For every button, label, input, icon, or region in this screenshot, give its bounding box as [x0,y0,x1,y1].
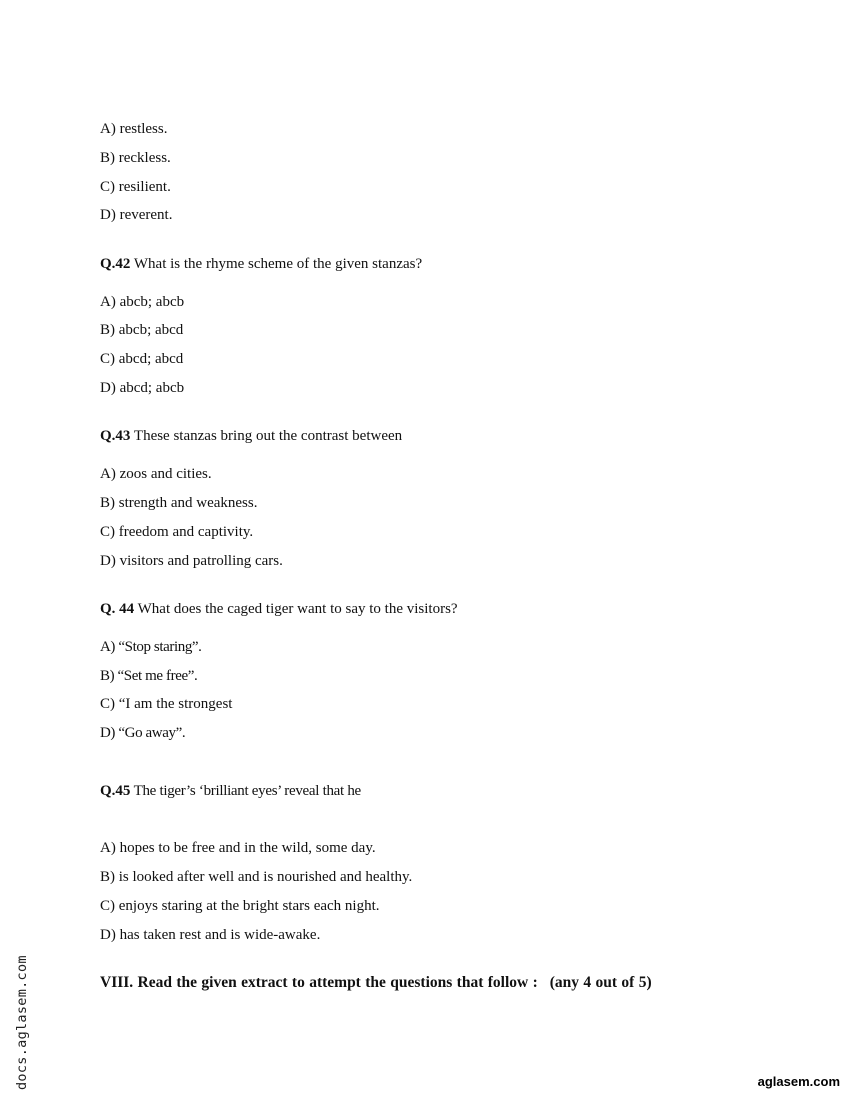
q42-option-a: A) abcb; abcb [100,294,185,310]
q43-option-c: C) freedom and captivity. [100,524,254,540]
q41-option-b: B) reckless. [100,150,171,166]
q44-text: What does the caged tiger want to say to the visitors? [134,601,458,617]
section-heading [100,974,652,992]
q42-question [100,255,422,273]
q45-question [100,782,361,800]
section-note: (any 4 out of 5) [549,974,652,991]
q43-question [100,427,402,445]
q44-question [100,600,458,618]
q44-option-c: C) “I am the strongest [100,696,233,712]
q43-number: Q.43 [100,428,131,444]
q43-option-a: A) zoos and cities. [100,466,212,482]
q45-text: The tiger’s ‘brilliant eyes’ reveal that he [130,783,361,799]
q41-option-d: D) reverent. [100,207,173,223]
q42-option-d: D) abcd; abcb [100,380,185,396]
q43-option-b: B) strength and weakness. [100,495,258,511]
q45-number: Q.45 [100,783,131,799]
q42-text: What is the rhyme scheme of the given stanzas? [130,256,423,272]
q45-option-d: D) has taken rest and is wide-awake. [100,927,321,943]
q43-option-d: D) visitors and patrolling cars. [100,553,283,569]
q45-option-b: B) is looked after well and is nourished and healthy. [100,869,413,885]
q42-option-b: B) abcb; abcd [100,322,184,338]
q42-number: Q.42 [100,256,131,272]
q44-option-b: B) “Set me free”. [100,668,198,684]
q41-option-a: A) restless. [100,121,168,137]
q45-option-a: A) hopes to be free and in the wild, some day. [100,840,376,856]
q44-option-a: A) “Stop staring”. [100,639,202,655]
q41-option-c: C) resilient. [100,179,171,195]
q44-option-d: D) “Go away”. [100,725,186,741]
section-heading-text: VIII. Read the given extract to attempt the questions that follow : [100,974,538,991]
q45-option-c: C) enjoys staring at the bright stars each night. [100,898,380,914]
footer-brand: aglasem.com [757,1074,840,1089]
q43-text: These stanzas bring out the contrast between [130,428,403,444]
q42-option-c: C) abcd; abcd [100,351,184,367]
q44-number: Q. 44 [100,601,135,617]
side-watermark: docs.aglasem.com [14,955,30,1090]
